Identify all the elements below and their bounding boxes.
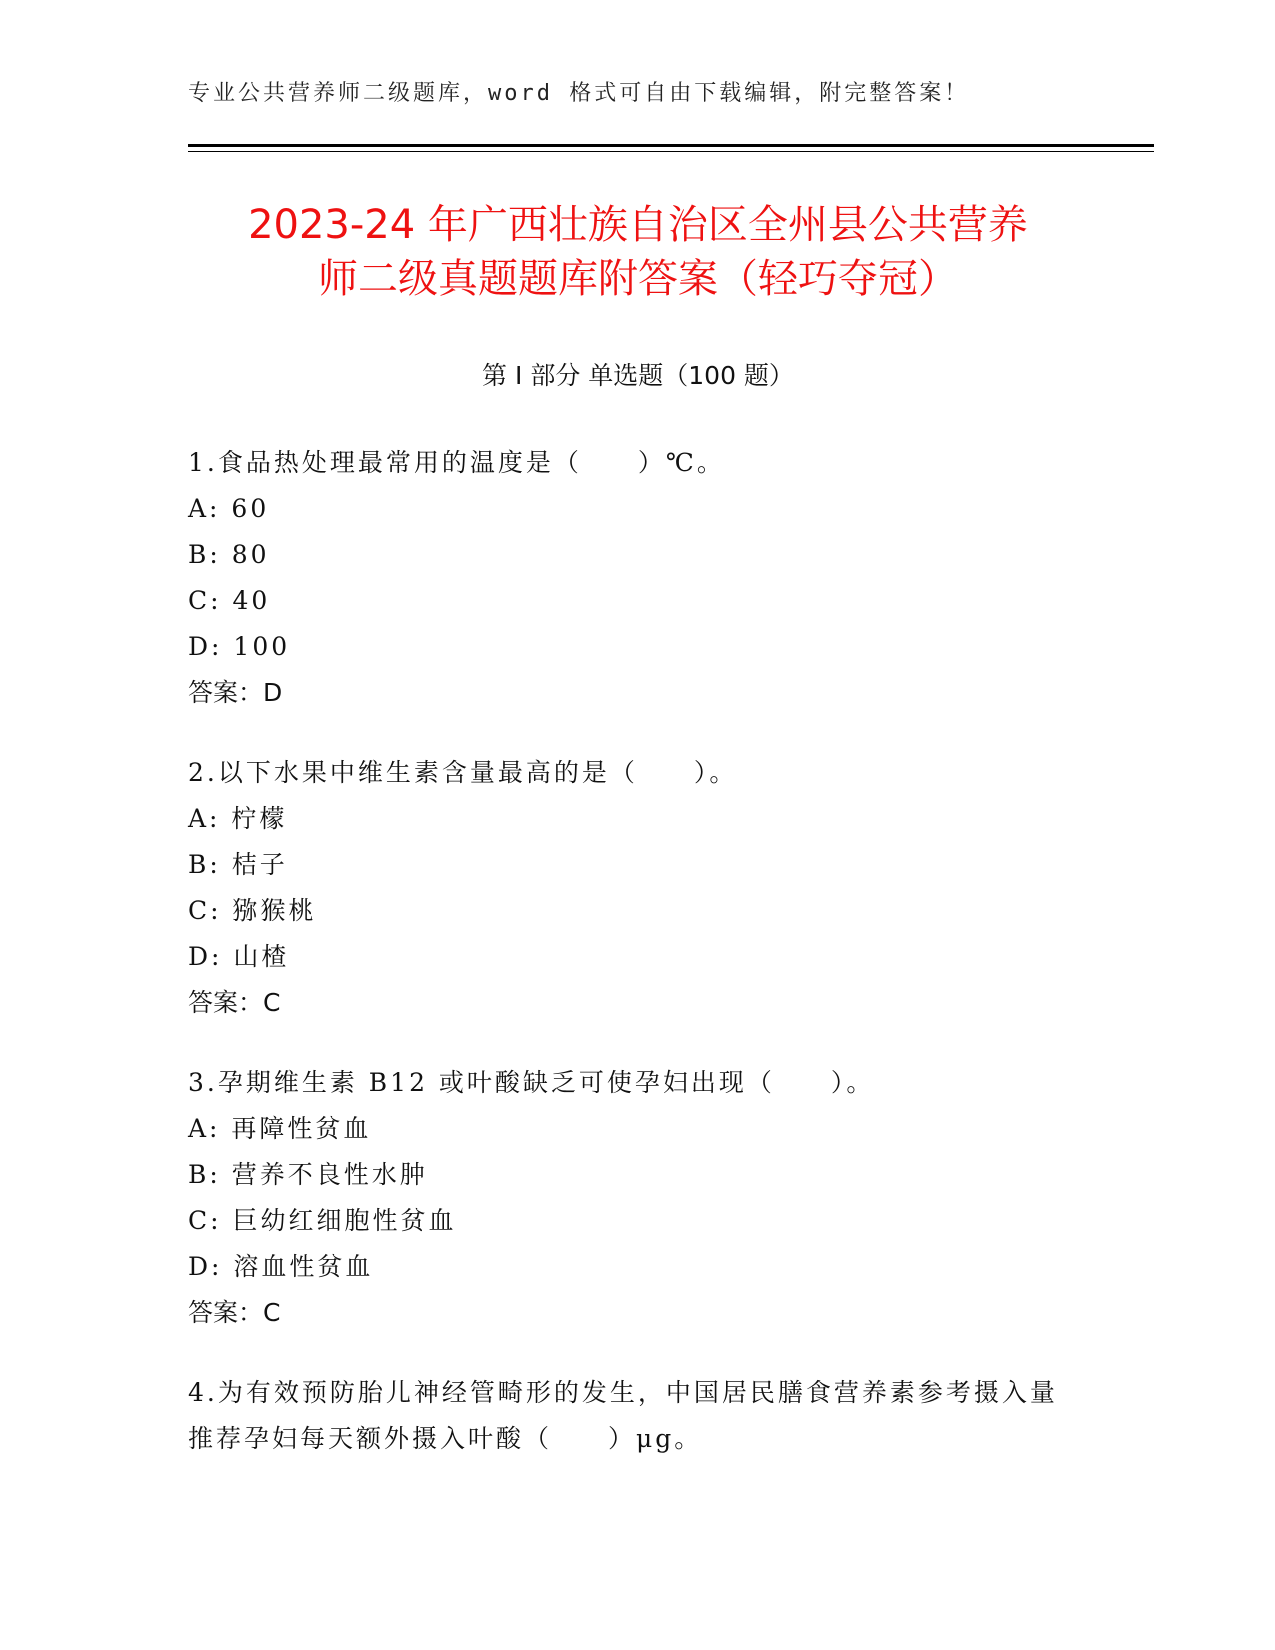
option-d: D: 山楂 [188, 942, 290, 971]
question-3 [188, 1060, 1068, 1336]
answer: 答案：C [188, 1298, 281, 1327]
option-c: C: 猕猴桃 [188, 896, 317, 925]
option-a: A: 柠檬 [188, 804, 288, 833]
question-1 [188, 440, 1068, 716]
question-stem: 3.孕期维生素 B12 或叶酸缺乏可使孕妇出现（ ）。 [188, 1068, 875, 1097]
question-stem: 4.为有效预防胎儿神经管畸形的发生，中国居民膳食营养素参考摄入量推荐孕妇每天额外摄入叶酸（ ）μg。 [188, 1378, 1058, 1453]
document-title-line-1: 2023-24 年广西壮族自治区全州县公共营养 [248, 202, 1028, 248]
answer: 答案：D [188, 678, 283, 707]
question-stem: 1.食品热处理最常用的温度是（ ）℃。 [188, 448, 725, 477]
answer: 答案：C [188, 988, 281, 1017]
option-d: D: 100 [188, 632, 291, 661]
section-title: 第 I 部分 单选题（100 题） [482, 361, 794, 390]
option-a: A: 再障性贫血 [188, 1114, 372, 1143]
question-list [188, 440, 1068, 1496]
option-b: B: 80 [188, 540, 270, 569]
header-rule-thick [188, 144, 1154, 147]
document-title-line-2: 师二级真题题库附答案（轻巧夺冠） [318, 256, 958, 302]
question-stem: 2.以下水果中维生素含量最高的是（ ）。 [188, 758, 738, 787]
option-c: C: 40 [188, 586, 271, 615]
question-4 [188, 1370, 1068, 1462]
header-rule-thin [188, 151, 1154, 152]
option-d: D: 溶血性贫血 [188, 1252, 374, 1281]
option-c: C: 巨幼红细胞性贫血 [188, 1206, 457, 1235]
option-b: B: 营养不良性水肿 [188, 1160, 428, 1189]
option-b: B: 桔子 [188, 850, 288, 879]
header-note: 专业公共营养师二级题库，word 格式可自由下载编辑，附完整答案！ [188, 81, 970, 106]
option-a: A: 60 [188, 494, 270, 523]
question-2 [188, 750, 1068, 1026]
document-title [188, 198, 1088, 306]
